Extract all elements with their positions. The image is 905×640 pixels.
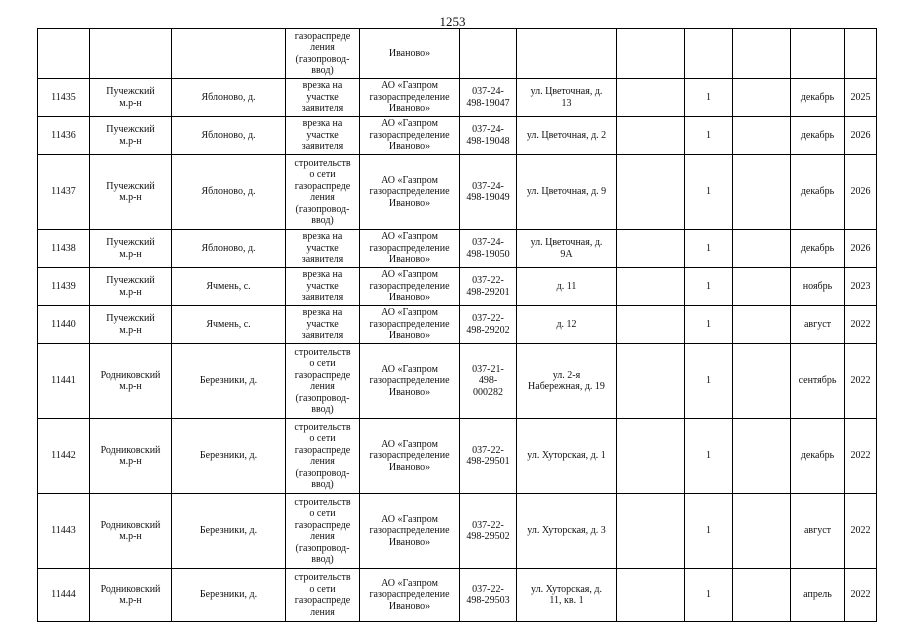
row-number-cell: 11439 <box>38 268 90 306</box>
table-row <box>38 569 877 622</box>
work-type-cell: врезка на участке заявителя <box>286 117 360 155</box>
object-code-cell: 037-22- 498-29503 <box>460 569 517 622</box>
row-number-cell: 11435 <box>38 79 90 117</box>
month-cell: декабрь <box>791 117 845 155</box>
quantity-cell: 1 <box>685 230 733 268</box>
empty-cell <box>733 419 791 494</box>
row-number-cell: 11441 <box>38 344 90 419</box>
table-row <box>38 306 877 344</box>
year-cell: 2022 <box>845 306 877 344</box>
year-cell: 2026 <box>845 155 877 230</box>
table-row <box>38 230 877 268</box>
empty-cell <box>733 494 791 569</box>
continuation-row <box>38 29 877 79</box>
year-cell: 2022 <box>845 419 877 494</box>
organization-cell: Иваново» <box>360 29 460 79</box>
empty-cell <box>733 117 791 155</box>
row-number-cell: 11444 <box>38 569 90 622</box>
quantity-cell: 1 <box>685 344 733 419</box>
organization-cell: АО «Газпром газораспределение Иваново» <box>360 79 460 117</box>
quantity-cell: 1 <box>685 419 733 494</box>
month-cell: декабрь <box>791 155 845 230</box>
address-cell: ул. Цветочная, д. 9 <box>517 155 617 230</box>
page-number: 1253 <box>439 14 466 29</box>
table-body <box>38 29 877 622</box>
work-type-cell: врезка на участке заявителя <box>286 306 360 344</box>
month-cell: ноябрь <box>791 268 845 306</box>
object-code-cell: 037-22- 498-29201 <box>460 268 517 306</box>
object-code-cell: 037-22- 498-29502 <box>460 494 517 569</box>
settlement-cell: Березники, д. <box>172 569 286 622</box>
table-row <box>38 494 877 569</box>
row-number-cell: 11436 <box>38 117 90 155</box>
empty-cell <box>617 155 685 230</box>
quantity-cell: 1 <box>685 155 733 230</box>
row-number-cell: 11437 <box>38 155 90 230</box>
empty-cell <box>733 344 791 419</box>
empty-cell <box>733 268 791 306</box>
organization-cell: АО «Газпром газораспределение Иваново» <box>360 569 460 622</box>
quantity-cell: 1 <box>685 569 733 622</box>
work-type-cell: строительств о сети газораспреде ления (газопровод- ввод) <box>286 494 360 569</box>
work-type-cell: строительств о сети газораспреде ления (газопровод- ввод) <box>286 344 360 419</box>
gasification-register-table <box>37 28 877 622</box>
address-cell: ул. Цветочная, д. 13 <box>517 79 617 117</box>
organization-cell: АО «Газпром газораспределение Иваново» <box>360 344 460 419</box>
district-cell: Родниковский м.р-н <box>90 569 172 622</box>
work-type-cell: врезка на участке заявителя <box>286 268 360 306</box>
table-row <box>38 268 877 306</box>
organization-cell: АО «Газпром газораспределение Иваново» <box>360 494 460 569</box>
organization-cell: АО «Газпром газораспределение Иваново» <box>360 155 460 230</box>
year-cell: 2022 <box>845 344 877 419</box>
work-type-cell: строительств о сети газораспреде ления (газопровод- ввод) <box>286 155 360 230</box>
table-row <box>38 79 877 117</box>
settlement-cell: Березники, д. <box>172 419 286 494</box>
work-type-cell: строительств о сети газораспреде ления (газопровод- ввод) <box>286 419 360 494</box>
address-cell: д. 12 <box>517 306 617 344</box>
empty-cell <box>733 306 791 344</box>
table-row <box>38 117 877 155</box>
empty-cell <box>733 230 791 268</box>
settlement-cell: Ячмень, с. <box>172 268 286 306</box>
district-cell: Пучежский м.р-н <box>90 306 172 344</box>
empty-cell <box>617 230 685 268</box>
work-type-cell: врезка на участке заявителя <box>286 230 360 268</box>
quantity-cell: 1 <box>685 494 733 569</box>
table-row <box>38 344 877 419</box>
row-number-cell: 11442 <box>38 419 90 494</box>
district-cell: Пучежский м.р-н <box>90 117 172 155</box>
settlement-cell: Ячмень, с. <box>172 306 286 344</box>
address-cell: ул. Цветочная, д. 2 <box>517 117 617 155</box>
year-cell: 2026 <box>845 230 877 268</box>
object-code-cell: 037-24- 498-19047 <box>460 79 517 117</box>
object-code-cell: 037-24- 498-19048 <box>460 117 517 155</box>
quantity-cell: 1 <box>685 117 733 155</box>
address-cell: ул. Хуторская, д. 11, кв. 1 <box>517 569 617 622</box>
district-cell: Пучежский м.р-н <box>90 79 172 117</box>
work-type-cell: газораспреде ления (газопровод- ввод) <box>286 29 360 79</box>
work-type-cell: строительств о сети газораспреде ления <box>286 569 360 622</box>
month-cell: декабрь <box>791 419 845 494</box>
year-cell: 2023 <box>845 268 877 306</box>
empty-cell <box>617 344 685 419</box>
year-cell: 2022 <box>845 494 877 569</box>
empty-cell <box>617 569 685 622</box>
empty-cell <box>617 306 685 344</box>
empty-cell <box>733 155 791 230</box>
address-cell: д. 11 <box>517 268 617 306</box>
organization-cell: АО «Газпром газораспределение Иваново» <box>360 419 460 494</box>
settlement-cell: Березники, д. <box>172 344 286 419</box>
empty-cell <box>617 268 685 306</box>
month-cell: апрель <box>791 569 845 622</box>
month-cell: август <box>791 306 845 344</box>
organization-cell: АО «Газпром газораспределение Иваново» <box>360 306 460 344</box>
object-code-cell: 037-22- 498-29202 <box>460 306 517 344</box>
district-cell: Родниковский м.р-н <box>90 344 172 419</box>
address-cell: ул. Хуторская, д. 3 <box>517 494 617 569</box>
district-cell: Родниковский м.р-н <box>90 419 172 494</box>
row-number-cell: 11438 <box>38 230 90 268</box>
district-cell: Пучежский м.р-н <box>90 155 172 230</box>
month-cell: декабрь <box>791 230 845 268</box>
row-number-cell: 11440 <box>38 306 90 344</box>
settlement-cell: Яблоново, д. <box>172 117 286 155</box>
settlement-cell: Яблоново, д. <box>172 230 286 268</box>
district-cell: Пучежский м.р-н <box>90 268 172 306</box>
object-code-cell: 037-21- 498- 000282 <box>460 344 517 419</box>
settlement-cell: Березники, д. <box>172 494 286 569</box>
settlement-cell: Яблоново, д. <box>172 155 286 230</box>
address-cell: ул. 2-я Набережная, д. 19 <box>517 344 617 419</box>
quantity-cell: 1 <box>685 306 733 344</box>
empty-cell <box>617 79 685 117</box>
quantity-cell: 1 <box>685 268 733 306</box>
organization-cell: АО «Газпром газораспределение Иваново» <box>360 230 460 268</box>
object-code-cell: 037-22- 498-29501 <box>460 419 517 494</box>
object-code-cell: 037-24- 498-19050 <box>460 230 517 268</box>
object-code-cell: 037-24- 498-19049 <box>460 155 517 230</box>
address-cell: ул. Хуторская, д. 1 <box>517 419 617 494</box>
year-cell: 2022 <box>845 569 877 622</box>
empty-cell <box>617 494 685 569</box>
table-row <box>38 155 877 230</box>
district-cell: Пучежский м.р-н <box>90 230 172 268</box>
empty-cell <box>617 419 685 494</box>
year-cell: 2026 <box>845 117 877 155</box>
quantity-cell: 1 <box>685 79 733 117</box>
address-cell: ул. Цветочная, д. 9А <box>517 230 617 268</box>
district-cell: Родниковский м.р-н <box>90 494 172 569</box>
empty-cell <box>733 569 791 622</box>
month-cell: август <box>791 494 845 569</box>
empty-cell <box>733 79 791 117</box>
table-row <box>38 419 877 494</box>
year-cell: 2025 <box>845 79 877 117</box>
empty-cell <box>617 117 685 155</box>
work-type-cell: врезка на участке заявителя <box>286 79 360 117</box>
row-number-cell: 11443 <box>38 494 90 569</box>
month-cell: декабрь <box>791 79 845 117</box>
settlement-cell: Яблоново, д. <box>172 79 286 117</box>
month-cell: сентябрь <box>791 344 845 419</box>
organization-cell: АО «Газпром газораспределение Иваново» <box>360 117 460 155</box>
organization-cell: АО «Газпром газораспределение Иваново» <box>360 268 460 306</box>
